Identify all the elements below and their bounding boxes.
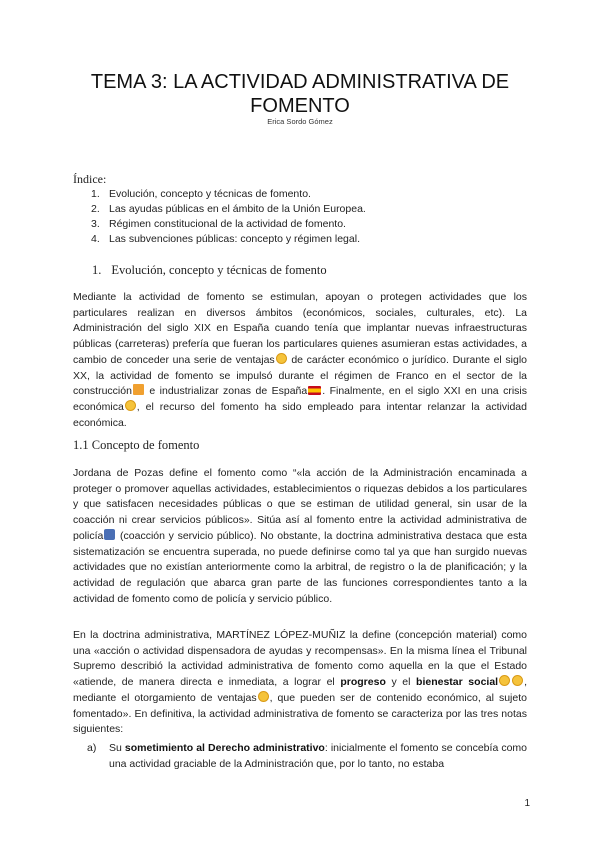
crying-face-icon xyxy=(125,400,136,411)
document-title xyxy=(60,70,540,118)
paragraph-1 xyxy=(73,290,527,431)
construction-crane-icon xyxy=(133,384,144,395)
paragraph-text: e industrializar zonas de España xyxy=(144,385,308,398)
paragraph-text: En la doctrina administrativa, MARTÍNEZ LÓPEZ-MUÑIZ la define (concepción material) como una «acción o actividad dispensadora de ayudas y recompensas». En la misma línea el Tribunal Supremo describió la actividad administrativa de fomento como aquella en la que el Estado «atiende, de manera directa e inmediata, a lograr el xyxy=(73,629,527,689)
paragraph-text: : inicialmente el fomento se concebía como una actividad graciable de la Administración que, por lo tanto, no estaba xyxy=(109,742,528,770)
paragraph-text: (coacción y servicio público). No obstante, la doctrina administrativa destaca que esta sistematización se encuentra superada, no puede definirse como tal ya que han surgido nuevas actividades que no existían anteriormente como la arbitral, de registro o la de planificación; y la actividad de regulación que abarca gran parte de las funciones correspondientes tanto a la actividad de fomento como de policía y servicio público. xyxy=(73,529,527,605)
title-line-2: FOMENTO xyxy=(250,95,350,117)
bold-term: progreso xyxy=(340,676,386,689)
paragraph-text: de carácter económico o jurídico. Durante el siglo XX, la actividad de fomento se impulsó durante el régimen de Franco en el sector de la construcción xyxy=(73,353,527,398)
paragraph-text: , el recurso del fomento ha sido empleado para intentar relanzar la actividad económica. xyxy=(73,400,527,429)
list-item-text xyxy=(109,741,527,772)
index-item xyxy=(73,202,366,217)
index-item-text: Las subvenciones públicas: concepto y régimen legal. xyxy=(109,233,360,245)
index-heading: Índice: xyxy=(73,172,107,186)
bold-term: sometimiento al Derecho administrativo xyxy=(124,742,325,754)
subsection-heading: 1.1 Concepto de fomento xyxy=(73,438,200,452)
paragraph-text: Mediante la actividad de fomento se estimulan, apoyan o protegen actividades que los particulares realizan en diversos ámbitos (económicos, sociales, culturales, etc). La Administración del siglo XIX en España cuando tenía que implantar nuevas infraestructuras públicas (carreteras) prefería que fueran los particulares quienes asumieran estas actividades, a cambio de conceder una serie de ventajas xyxy=(73,291,527,366)
bold-term: bienestar social xyxy=(416,676,499,689)
paragraph-text: Su xyxy=(109,742,125,754)
people-holding-hands-icon xyxy=(499,675,510,686)
author-name: Erica Sordo Gómez xyxy=(267,117,333,126)
index-item-number: 3. xyxy=(91,218,100,230)
paragraph-text: , mediante el otorgamiento de ventajas xyxy=(73,676,528,704)
list-item-a xyxy=(73,741,527,772)
paragraph-2 xyxy=(73,466,527,607)
party-face-icon xyxy=(258,691,269,702)
index-item-number: 4. xyxy=(91,233,100,245)
index-item-text: Las ayudas públicas en el ámbito de la Unión Europea. xyxy=(109,203,366,215)
paragraph-3 xyxy=(73,628,527,738)
index-item-text: Evolución, concepto y técnicas de fomento. xyxy=(109,188,311,200)
money-face-icon xyxy=(276,353,287,364)
paragraph-text: . Finalmente, en el siglo XXI en una crisis económica xyxy=(73,385,527,413)
paragraph-text: y el xyxy=(385,676,417,689)
index-item xyxy=(73,217,366,232)
paragraph-text: , que pueden ser de contenido económico, al sujeto fomentado». En definitiva, la actividad administrativa de fomento se caracteriza por las tres notas siguientes: xyxy=(73,691,527,736)
section-title: Evolución, concepto y técnicas de fomento xyxy=(111,263,327,277)
index-item xyxy=(73,187,366,202)
police-officer-icon xyxy=(104,529,115,540)
section-number: 1. xyxy=(92,263,102,277)
paragraph-text: Jordana de Pozas define el fomento como “«la acción de la Administración encaminada a proteger o promover aquellas actividades, establecimientos o riquezas debidos a los particulares y que satisfacen necesidades públicas o que se estiman de utilidad general, sin usar de la coacción ni crear servicios públicos». Sitúa así al fomento entre la actividad administrativa de policía xyxy=(73,467,527,542)
spain-flag-icon xyxy=(308,386,321,395)
page-number: 1 xyxy=(524,798,530,809)
index-item-text: Régimen constitucional de la actividad de fomento. xyxy=(109,218,346,230)
index-item-number: 1. xyxy=(91,188,100,200)
index-list xyxy=(73,187,366,247)
index-item xyxy=(73,232,366,247)
title-line-1: TEMA 3: LA ACTIVIDAD ADMINISTRATIVA DE xyxy=(90,71,510,93)
section-heading xyxy=(92,263,327,278)
list-marker: a) xyxy=(87,742,97,754)
money-face-icon xyxy=(512,675,523,686)
index-item-number: 2. xyxy=(91,203,100,215)
